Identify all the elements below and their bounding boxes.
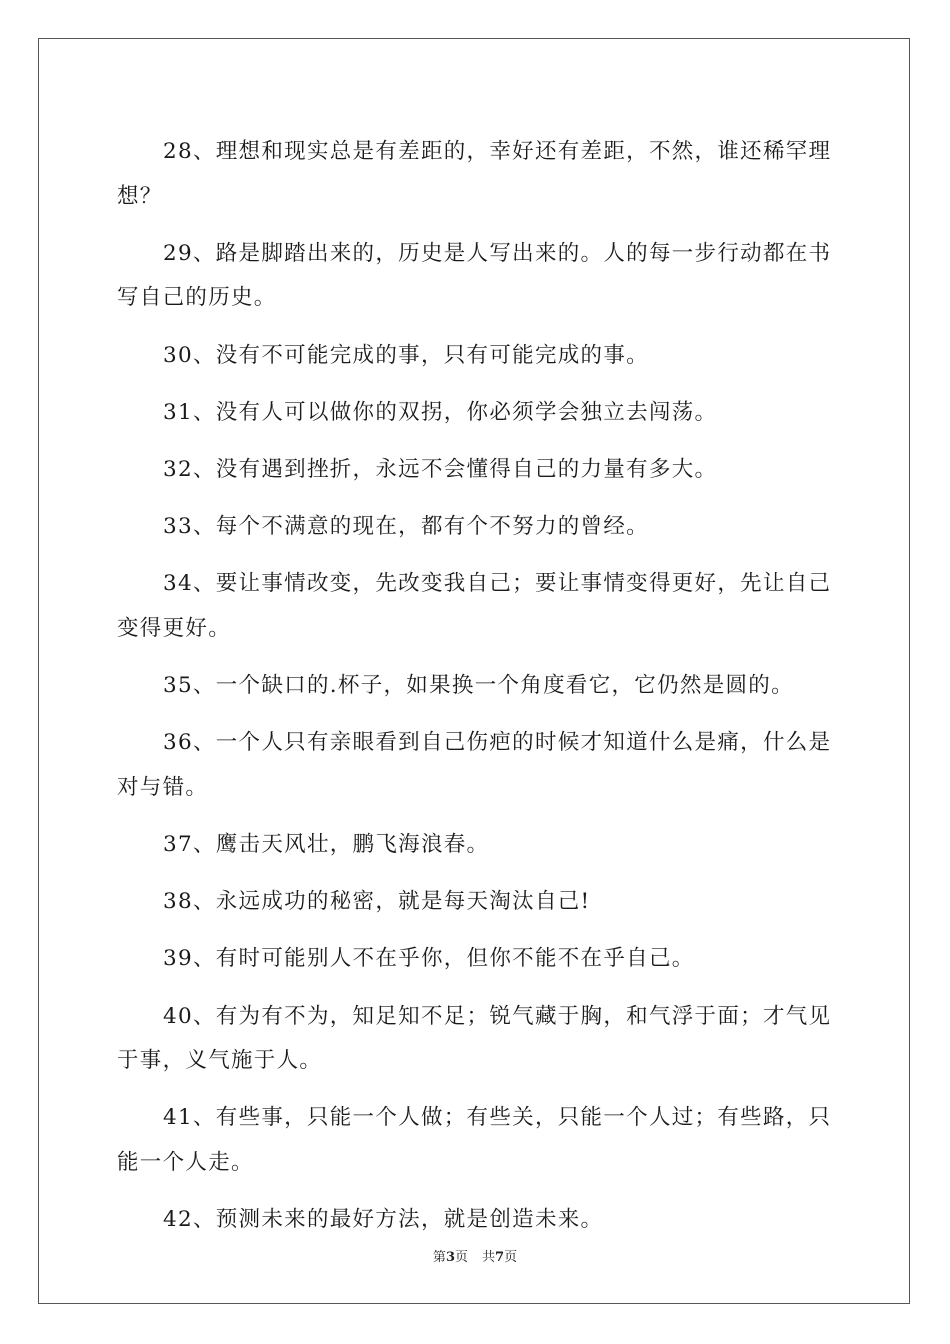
page-label-suffix: 页 <box>454 1250 468 1265</box>
quote-paragraph-33: 33、每个不满意的现在，都有个不努力的曾经。 <box>163 514 649 540</box>
quote-paragraph-41: 41、有些事，只能一个人做；有些关，只能一个人过；有些路，只能一个人走。 <box>117 1105 832 1175</box>
quote-paragraph-32: 32、没有遇到挫折，永远不会懂得自己的力量有多大。 <box>163 456 718 482</box>
page-label-prefix: 第 <box>432 1250 446 1265</box>
total-label-suffix: 页 <box>504 1250 518 1265</box>
quote-paragraph-34: 34、要让事情改变，先改变我自己；要让事情变得更好，先让自己变得更好。 <box>117 571 832 641</box>
quote-paragraph-40: 40、有为有不为，知足知不足；锐气藏于胸，和气浮于面；才气见于事，义气施于人。 <box>117 1003 832 1074</box>
quote-paragraph-28: 28、理想和现实总是有差距的，幸好还有差距，不然，谁还稀罕理想？ <box>117 139 832 209</box>
document-body <box>117 130 833 1255</box>
quote-paragraph-38: 38、永远成功的秘密，就是每天淘汰自己! <box>163 889 591 915</box>
quote-paragraph-37: 37、鹰击天风壮，鹏飞海浪春。 <box>163 832 490 858</box>
current-page-number: 3 <box>445 1250 455 1265</box>
quote-paragraph-39: 39、有时可能别人不在乎你，但你不能不在乎自己。 <box>163 946 695 972</box>
total-label-prefix: 共 <box>482 1250 496 1265</box>
quote-paragraph-29: 29、路是脚踏出来的，历史是人写出来的。人的每一步行动都在书写自己的历史。 <box>117 240 832 311</box>
total-page-number: 7 <box>495 1250 505 1265</box>
quote-paragraph-30: 30、没有不可能完成的事，只有可能完成的事。 <box>163 342 649 368</box>
quote-paragraph-31: 31、没有人可以做你的双拐，你必须学会独立去闯荡。 <box>163 399 718 425</box>
page-footer <box>0 1246 950 1265</box>
quote-paragraph-35: 35、一个缺口的.杯子，如果换一个角度看它，它仍然是圆的。 <box>163 673 794 699</box>
quote-paragraph-42: 42、预测未来的最好方法，就是创造未来。 <box>163 1207 604 1233</box>
quote-paragraph-36: 36、一个人只有亲眼看到自己伤疤的时候才知道什么是痛，什么是对与错。 <box>117 730 832 800</box>
